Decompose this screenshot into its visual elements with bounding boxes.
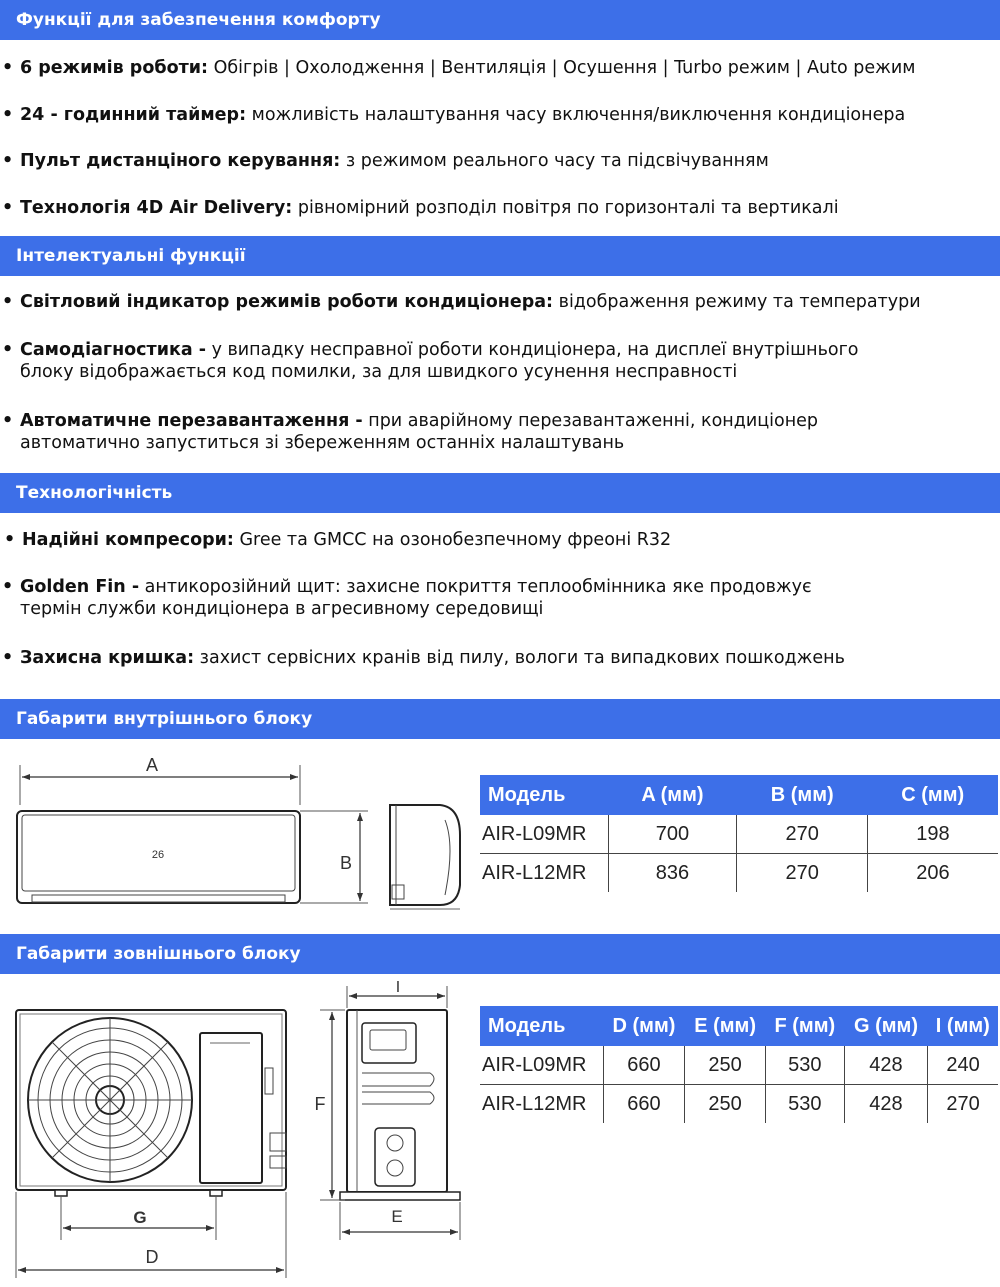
dimension-label-g: G: [133, 1208, 147, 1227]
table-cell: 250: [685, 1046, 765, 1085]
section-header-outdoor: [0, 934, 1000, 974]
table-cell: AIR-L12MR: [482, 861, 587, 884]
section-header-tech: [0, 473, 1000, 513]
table-cell: 700: [608, 815, 737, 854]
dimension-label-d: D: [145, 1247, 159, 1267]
table-cell: 836: [608, 854, 737, 893]
column-header: Модель: [480, 1006, 603, 1046]
table-cell: 270: [737, 815, 868, 854]
column-header: A (мм): [608, 775, 737, 815]
column-header: G (мм): [844, 1006, 927, 1046]
dimension-label-b: B: [339, 853, 353, 873]
outdoor-dimensions-table: [480, 1006, 998, 1123]
column-header: Модель: [480, 775, 608, 815]
table-row: [480, 1085, 998, 1124]
list-item: • Автоматичне перезавантаження - при аварійному перезавантаженні, кондиціонер автоматично запуститься зі збереженням останніх налаштувань: [2, 411, 819, 453]
column-header: D (мм): [603, 1006, 685, 1046]
table-cell: 240: [928, 1046, 998, 1085]
table-cell: AIR-L09MR: [480, 1046, 603, 1085]
section-title: Функції для забезпечення комфорту: [16, 10, 381, 30]
column-header: E (мм): [685, 1006, 765, 1046]
table-row: [480, 815, 998, 854]
column-header: B (мм): [737, 775, 868, 815]
indoor-unit-diagram: [0, 745, 470, 920]
list-item: • Пульт дистанціного керування: з режимом реального часу та підсвічуванням: [2, 151, 769, 171]
list-item: • Самодіагностика - у випадку несправної роботи кондиціонера, на дисплеї внутрішнього блоку відображається код помилки, за для швидкого усунення несправності: [2, 340, 859, 382]
table-cell: 660: [603, 1046, 685, 1085]
bullet-icon: •: [2, 411, 14, 431]
bullet-icon: •: [2, 648, 14, 668]
column-header: C (мм): [867, 775, 998, 815]
bullet-icon: •: [2, 105, 14, 125]
display-readout: 26: [151, 849, 165, 861]
list-item: • Надійні компресори: Gree та GMCC на озонобезпечному фреоні R32: [4, 530, 672, 550]
list-item: • Захисна кришка: захист сервісних кранів від пилу, вологи та випадкових пошкоджень: [2, 648, 845, 668]
table-cell: AIR-L09MR: [480, 815, 608, 854]
table-cell: AIR-L12MR: [482, 1092, 587, 1115]
table-cell: 660: [603, 1085, 685, 1124]
list-item: • 24 - годинний таймер: можливість налаштування часу включення/виключення кондиціонера: [2, 105, 906, 125]
table-cell: 198: [867, 815, 998, 854]
bullet-icon: •: [2, 292, 14, 312]
column-header: I (мм): [928, 1006, 998, 1046]
table-cell: 270: [737, 854, 868, 893]
dimension-label-f: F: [314, 1094, 326, 1114]
list-item: • 6 режимів роботи: Обігрів | Охолодження | Вентиляція | Осушення | Turbo режим | Auto режим: [2, 58, 916, 78]
indoor-dimensions-table: [480, 775, 998, 892]
bullet-icon: •: [4, 530, 16, 550]
section-header-smart: [0, 236, 1000, 276]
section-header-comfort: [0, 0, 1000, 40]
bullet-icon: •: [2, 198, 14, 218]
dimension-label-e: E: [391, 1207, 403, 1226]
section-title: Габарити внутрішнього блоку: [16, 709, 313, 729]
list-item: • Golden Fin - антикорозійний щит: захисне покриття теплообмінника яке продовжує термін служби кондиціонера в агресивному середовищі: [2, 577, 812, 619]
section-header-indoor: [0, 699, 1000, 739]
section-title: Технологічність: [16, 483, 173, 503]
table-cell: 206: [867, 854, 998, 893]
table-cell: 428: [844, 1046, 927, 1085]
table-cell: 428: [844, 1085, 927, 1124]
table-row: [480, 854, 998, 893]
table-cell: 270: [928, 1085, 998, 1124]
table-cell: 530: [765, 1046, 844, 1085]
bullet-icon: •: [2, 58, 14, 78]
list-item: • Світловий індикатор режимів роботи кондиціонера: відображення режиму та температури: [2, 292, 921, 312]
bullet-icon: •: [2, 340, 14, 360]
table-header-row: [480, 1006, 998, 1046]
outdoor-unit-diagram: [0, 978, 470, 1283]
list-item: • Технологія 4D Air Delivery: рівномірний розподіл повітря по горизонталі та вертикалі: [2, 198, 839, 218]
bullet-icon: •: [2, 577, 14, 597]
table-header-row: [480, 775, 998, 815]
table-cell: 250: [685, 1085, 765, 1124]
column-header: F (мм): [765, 1006, 844, 1046]
dimension-label-a: A: [145, 755, 159, 775]
dimension-label-i: I: [395, 979, 401, 996]
table-cell: 530: [765, 1085, 844, 1124]
bullet-icon: •: [2, 151, 14, 171]
section-title: Габарити зовнішнього блоку: [16, 944, 301, 964]
section-title: Інтелектуальні функції: [16, 246, 246, 266]
table-row: [480, 1046, 998, 1085]
